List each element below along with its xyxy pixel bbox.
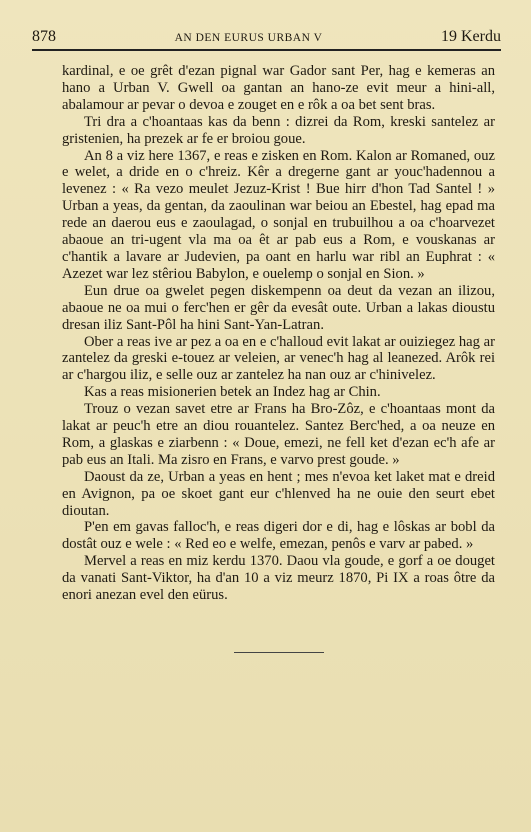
paragraph: kardinal, e oe grêt d'ezan pignal war Gador sant Per, hag e kemeras an hano a Urban V. Gwell oa gantan an hano-ze evit meur a hini-all, abalamour ar pevar o devoa e zouget en e rôk a oa bet sent bras. <box>62 63 495 113</box>
body-text <box>62 63 495 604</box>
paragraph: Trouz o vezan savet etre ar Frans ha Bro-Zôz, e c'hoantaas mont da lakat ar peuc'h etre an diou rouantelez. Santez Berc'hed, a oa neuze en Rom, a glaskas e ziarbenn : « Doue, emezi, ne fell ket d'ezan ec'h afe ar pab eus an Itali. Ma zisro en Frans, e varvo prest goude. » <box>62 401 495 468</box>
end-rule <box>234 652 324 653</box>
paragraph: Ober a reas ive ar pez a oa en e c'halloud evit lakat ar ouiziegez hag ar zantelez da greski e-touez ar veleien, ar venec'h hag al leanezed. Arôk rei ar c'hargou iliz, e selle ouz ar zantelez ha nan ouz ar c'hinivelez. <box>62 333 495 384</box>
chapter-label: 19 Kerdu <box>441 28 501 45</box>
paragraph: Mervel a reas en miz kerdu 1370. Daou vla goude, e gorf a oe douget da vanati Sant-Viktor, ha d'an 10 a viz meurz 1870, Pi IX a roas ôtre da enori anezan evel den eürus. <box>62 553 495 604</box>
paragraph: Kas a reas misionerien betek an Indez hag ar Chin. <box>84 384 381 401</box>
paragraph: An 8 a viz here 1367, e reas e zisken en Rom. Kalon ar Romaned, ouz e welet, a dride en o c'hreiz. Kêr a dregerne gant ar youc'hadennou a levenez : « Ra vezo meulet Jezuz-Krist ! Bue hirr d'hon Tad Santel ! » Urban a yeas, da gentan, da zaoulinan war beiou an Ebestel, hag epad ma rede an daerou eus e zaoulagad, o sonjal en trubuilhou a oa c'hoarvezet abaoue an tri-ugent vla ma oa êt ar pab eus a Rom, e vouskanas ar c'hantik a lavare ar Judevien, pa oant en harlu war ribl an Euphrat : « Azezet war lez stêriou Babylon, e ouelemp o sonjal en Sion. » <box>62 147 495 282</box>
header-rule <box>32 49 501 51</box>
page-number: 878 <box>32 28 56 45</box>
paragraph: Eun drue oa gwelet pegen diskempenn oa deut da vezan an ilizou, abaoue ne oa mui o ferc'hen er gêr da evesât oute. Urban a lakas dioustu dresan iliz Sant-Pôl ha hini Sant-Yan-Latran. <box>62 282 495 333</box>
running-title: AN DEN EURUS URBAN V <box>174 32 323 44</box>
running-header <box>32 28 501 46</box>
paragraph: Daoust da ze, Urban a yeas en hent ; mes n'evoa ket laket mat e dreid en Avignon, pa oe skoet gant eur c'hlenved ha ne ouie den seurt ebet dioutan. <box>62 468 495 519</box>
paragraph: Tri dra a c'hoantaas kas da benn : dizrei da Rom, kreski santelez ar gristenien, ha prezek ar fe er broiou goue. <box>62 113 495 147</box>
paragraph: P'en em gavas falloc'h, e reas digeri dor e di, hag e lôskas ar bobl da dostât ouz e wele : « Red eo e welfe, emezan, penôs e varv ar pabed. » <box>62 519 495 553</box>
